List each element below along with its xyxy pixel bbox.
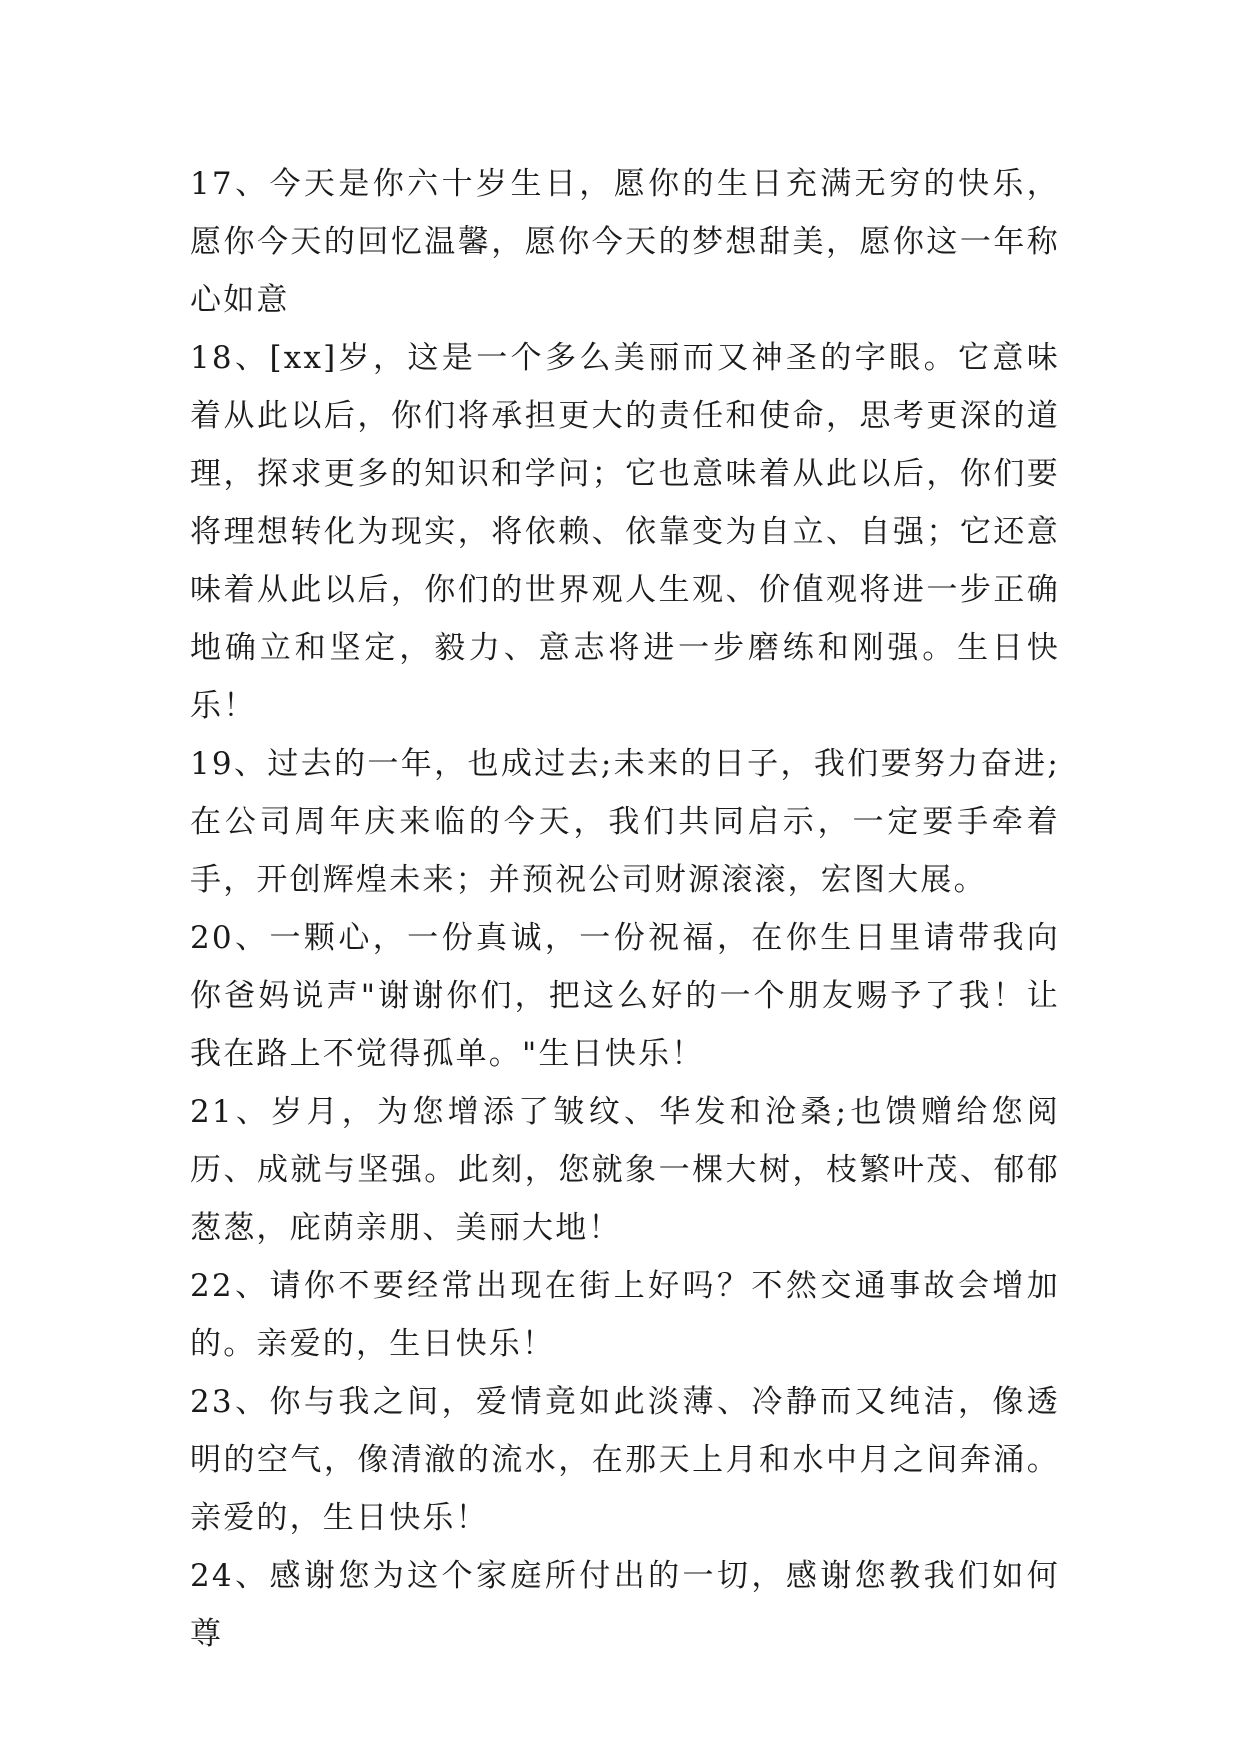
- paragraph-23: 23、你与我之间，爱情竟如此淡薄、冷静而又纯洁，像透明的空气，像清澈的流水，在那天上月和水中月之间奔涌。亲爱的，生日快乐！: [190, 1384, 1060, 1536]
- paragraph-21: 21、岁月，为您增添了皱纹、华发和沧桑;也馈赠给您阅历、成就与坚强。此刻，您就象一棵大树，枝繁叶茂、郁郁葱葱，庇荫亲朋、美丽大地！: [190, 1094, 1060, 1246]
- paragraph-22: 22、请你不要经常出现在街上好吗？不然交通事故会增加的。亲爱的，生日快乐！: [190, 1268, 1060, 1362]
- paragraph-19: 19、过去的一年，也成过去;未来的日子，我们要努力奋进;在公司周年庆来临的今天，我们共同启示，一定要手牵着手，开创辉煌未来；并预祝公司财源滚滚，宏图大展。: [190, 746, 1060, 898]
- document-body: [190, 155, 1060, 1663]
- paragraph-24: 24、感谢您为这个家庭所付出的一切，感谢您教我们如何尊: [190, 1558, 1060, 1652]
- paragraph-20: 20、一颗心，一份真诚，一份祝福，在你生日里请带我向你爸妈说声"谢谢你们，把这么好的一个朋友赐予了我！让我在路上不觉得孤单。"生日快乐！: [190, 920, 1060, 1072]
- paragraph-17: 17、今天是你六十岁生日，愿你的生日充满无穷的快乐，愿你今天的回忆温馨，愿你今天的梦想甜美，愿你这一年称心如意: [190, 166, 1060, 318]
- paragraph-18: 18、[xx]岁，这是一个多么美丽而又神圣的字眼。它意味着从此以后，你们将承担更大的责任和使命，思考更深的道理，探求更多的知识和学问；它也意味着从此以后，你们要将理想转化为现实，将依赖、依靠变为自立、自强；它还意味着从此以后，你们的世界观人生观、价值观将进一步正确地确立和坚定，毅力、意志将进一步磨练和刚强。生日快乐！: [190, 340, 1060, 724]
